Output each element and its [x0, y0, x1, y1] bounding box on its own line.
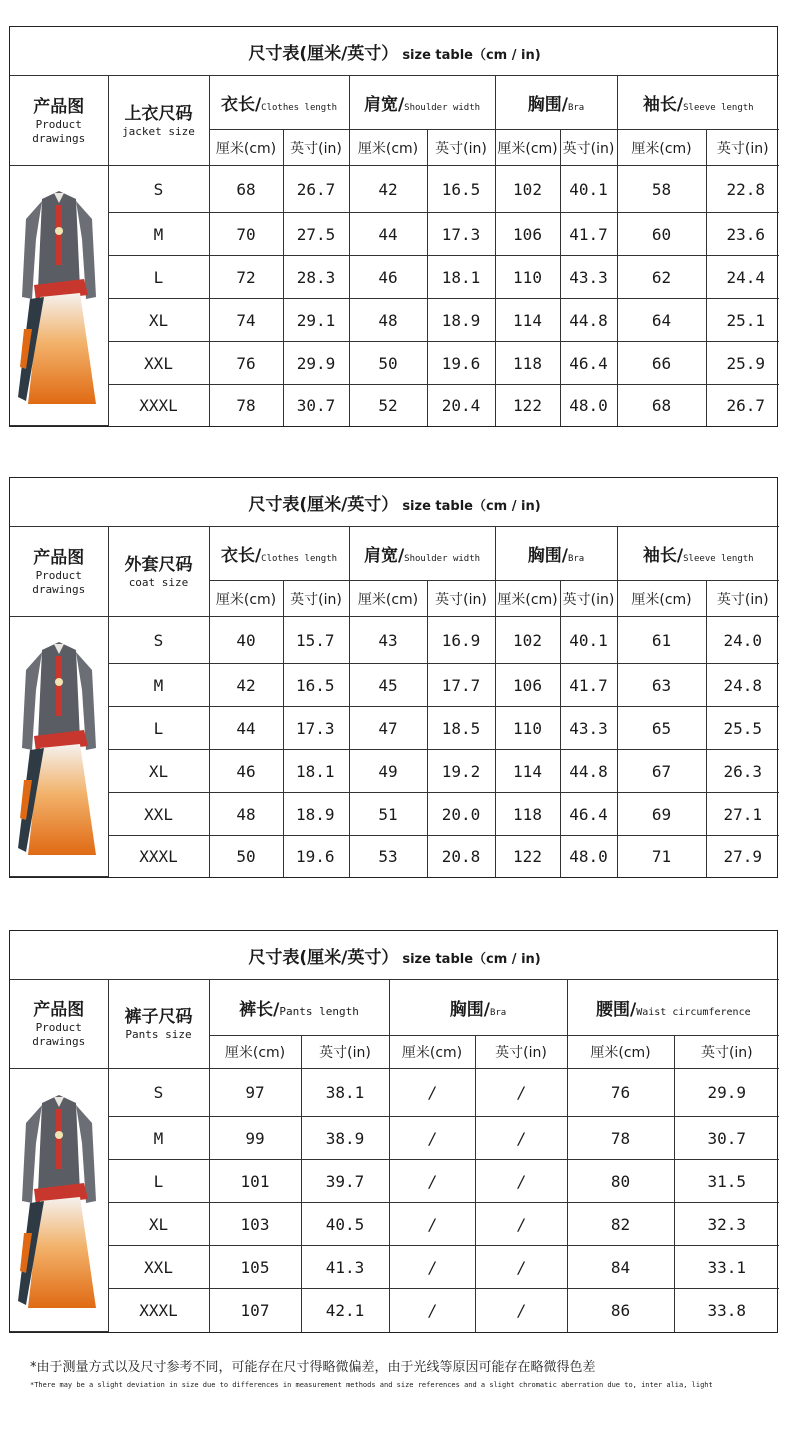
dress-illustration-icon: [14, 179, 104, 409]
table-row: [10, 342, 779, 385]
value-cell: 51: [349, 793, 427, 836]
group-header-clothes-length: 衣长/Clothes length: [209, 76, 349, 130]
table-row: [10, 793, 779, 836]
table-row: [10, 1160, 779, 1203]
value-cell: 64: [617, 299, 706, 342]
value-cell: 25.1: [706, 299, 779, 342]
size-cell: L: [108, 1160, 209, 1203]
size-table-jacket: [9, 26, 778, 427]
unit-header: 英寸(in): [301, 1036, 389, 1069]
value-cell: 97: [209, 1069, 301, 1117]
value-cell: 18.9: [283, 793, 349, 836]
group-header-bra: 胸围/Bra: [495, 76, 617, 130]
value-cell: 47: [349, 707, 427, 750]
value-cell: 48.0: [560, 836, 617, 877]
group-header-sleeve-length: 袖长/Sleeve length: [617, 76, 779, 130]
value-cell: /: [389, 1160, 475, 1203]
value-cell: 42: [349, 166, 427, 213]
size-cell: XL: [108, 299, 209, 342]
group-header-waist: 腰围/Waist circumference: [567, 980, 779, 1036]
unit-header: 英寸(in): [706, 581, 779, 617]
value-cell: 103: [209, 1203, 301, 1246]
value-cell: 74: [209, 299, 283, 342]
value-cell: 70: [209, 213, 283, 256]
size-cell: M: [108, 213, 209, 256]
size-cell: XL: [108, 750, 209, 793]
unit-header: 厘米(cm): [495, 581, 560, 617]
value-cell: 114: [495, 299, 560, 342]
table-row: [10, 1117, 779, 1160]
unit-header: 厘米(cm): [349, 581, 427, 617]
value-cell: 99: [209, 1117, 301, 1160]
unit-header: 厘米(cm): [495, 130, 560, 166]
value-cell: /: [389, 1117, 475, 1160]
value-cell: 26.7: [706, 385, 779, 426]
size-cell: XXXL: [108, 836, 209, 877]
value-cell: 22.8: [706, 166, 779, 213]
value-cell: 40.5: [301, 1203, 389, 1246]
value-cell: 43: [349, 617, 427, 664]
value-cell: 16.5: [427, 166, 495, 213]
value-cell: 40.1: [560, 617, 617, 664]
unit-header: 英寸(in): [475, 1036, 567, 1069]
size-cell: M: [108, 664, 209, 707]
table-title: 尺寸表(厘米/英寸） size table（cm / in): [10, 931, 779, 980]
value-cell: /: [475, 1289, 567, 1332]
value-cell: 78: [209, 385, 283, 426]
size-cell: S: [108, 166, 209, 213]
value-cell: 53: [349, 836, 427, 877]
group-header-pants-length: 裤长/Pants length: [209, 980, 389, 1036]
value-cell: 110: [495, 707, 560, 750]
value-cell: 18.1: [427, 256, 495, 299]
value-cell: 50: [209, 836, 283, 877]
value-cell: 25.5: [706, 707, 779, 750]
value-cell: 72: [209, 256, 283, 299]
value-cell: 105: [209, 1246, 301, 1289]
size-cell: XL: [108, 1203, 209, 1246]
value-cell: 107: [209, 1289, 301, 1332]
value-cell: 42: [209, 664, 283, 707]
value-cell: 49: [349, 750, 427, 793]
value-cell: 61: [617, 617, 706, 664]
table-row: [10, 750, 779, 793]
value-cell: 41.7: [560, 213, 617, 256]
value-cell: 43.3: [560, 256, 617, 299]
value-cell: 19.6: [283, 836, 349, 877]
value-cell: 78: [567, 1117, 674, 1160]
value-cell: 30.7: [283, 385, 349, 426]
value-cell: 67: [617, 750, 706, 793]
value-cell: 25.9: [706, 342, 779, 385]
value-cell: 28.3: [283, 256, 349, 299]
value-cell: 33.8: [674, 1289, 779, 1332]
value-cell: 48: [349, 299, 427, 342]
size-cell: XXXL: [108, 385, 209, 426]
value-cell: 30.7: [674, 1117, 779, 1160]
value-cell: 31.5: [674, 1160, 779, 1203]
value-cell: 32.3: [674, 1203, 779, 1246]
value-cell: 68: [209, 166, 283, 213]
size-header: 上衣尺码 jacket size: [108, 76, 209, 166]
unit-header: 英寸(in): [560, 130, 617, 166]
size-cell: XXL: [108, 793, 209, 836]
value-cell: 38.1: [301, 1069, 389, 1117]
size-header: 外套尺码 coat size: [108, 527, 209, 617]
table-row: [10, 213, 779, 256]
value-cell: 58: [617, 166, 706, 213]
value-cell: 46.4: [560, 342, 617, 385]
value-cell: 24.4: [706, 256, 779, 299]
unit-header: 厘米(cm): [389, 1036, 475, 1069]
value-cell: 24.8: [706, 664, 779, 707]
product-header: 产品图 Product drawings: [10, 527, 108, 617]
table-row: [10, 385, 779, 426]
table-row: [10, 836, 779, 877]
unit-header: 厘米(cm): [349, 130, 427, 166]
value-cell: 86: [567, 1289, 674, 1332]
unit-header: 英寸(in): [283, 581, 349, 617]
value-cell: 18.5: [427, 707, 495, 750]
table-row: [10, 166, 779, 213]
value-cell: 63: [617, 664, 706, 707]
unit-header: 英寸(in): [427, 581, 495, 617]
size-header: 裤子尺码 Pants size: [108, 980, 209, 1069]
value-cell: 122: [495, 385, 560, 426]
table-row: [10, 617, 779, 664]
value-cell: 27.1: [706, 793, 779, 836]
value-cell: 29.1: [283, 299, 349, 342]
value-cell: 82: [567, 1203, 674, 1246]
value-cell: /: [475, 1069, 567, 1117]
value-cell: 44.8: [560, 299, 617, 342]
value-cell: 62: [617, 256, 706, 299]
value-cell: 101: [209, 1160, 301, 1203]
value-cell: 40.1: [560, 166, 617, 213]
dress-illustration-icon: [14, 1083, 104, 1313]
value-cell: 17.3: [427, 213, 495, 256]
value-cell: 16.5: [283, 664, 349, 707]
value-cell: 80: [567, 1160, 674, 1203]
value-cell: 106: [495, 213, 560, 256]
value-cell: 52: [349, 385, 427, 426]
table-row: [10, 256, 779, 299]
value-cell: 114: [495, 750, 560, 793]
group-header-bra: 胸围/Bra: [389, 980, 567, 1036]
value-cell: 102: [495, 617, 560, 664]
value-cell: 44.8: [560, 750, 617, 793]
value-cell: /: [475, 1246, 567, 1289]
value-cell: /: [389, 1246, 475, 1289]
group-header-shoulder-width: 肩宽/Shoulder width: [349, 527, 495, 581]
table-row: [10, 1203, 779, 1246]
unit-header: 英寸(in): [674, 1036, 779, 1069]
product-header: 产品图 Product drawings: [10, 980, 108, 1069]
value-cell: 15.7: [283, 617, 349, 664]
value-cell: 26.7: [283, 166, 349, 213]
value-cell: 44: [349, 213, 427, 256]
value-cell: 46: [209, 750, 283, 793]
size-cell: XXL: [108, 342, 209, 385]
value-cell: 42.1: [301, 1289, 389, 1332]
value-cell: 38.9: [301, 1117, 389, 1160]
dress-illustration-icon: [14, 630, 104, 860]
product-image: [10, 1069, 108, 1332]
value-cell: 41.3: [301, 1246, 389, 1289]
unit-header: 厘米(cm): [209, 581, 283, 617]
value-cell: 39.7: [301, 1160, 389, 1203]
value-cell: 76: [209, 342, 283, 385]
product-image: [10, 617, 108, 877]
size-cell: S: [108, 1069, 209, 1117]
size-cell: XXXL: [108, 1289, 209, 1332]
unit-header: 英寸(in): [427, 130, 495, 166]
size-table-pants: [9, 930, 778, 1333]
value-cell: 118: [495, 342, 560, 385]
value-cell: 66: [617, 342, 706, 385]
value-cell: 33.1: [674, 1246, 779, 1289]
value-cell: 68: [617, 385, 706, 426]
unit-header: 英寸(in): [283, 130, 349, 166]
table-title: 尺寸表(厘米/英寸） size table（cm / in): [10, 478, 779, 527]
group-header-shoulder-width: 肩宽/Shoulder width: [349, 76, 495, 130]
value-cell: 27.9: [706, 836, 779, 877]
value-cell: /: [389, 1289, 475, 1332]
value-cell: 43.3: [560, 707, 617, 750]
value-cell: 40: [209, 617, 283, 664]
footnote-en: *There may be a slight deviation in size due to differences in measurement methods and size references and a slight chromatic aberration due to, inter alia, light: [30, 1381, 713, 1389]
value-cell: 76: [567, 1069, 674, 1117]
table-row: [10, 1069, 779, 1117]
value-cell: 45: [349, 664, 427, 707]
value-cell: 71: [617, 836, 706, 877]
group-header-sleeve-length: 袖长/Sleeve length: [617, 527, 779, 581]
value-cell: 48: [209, 793, 283, 836]
value-cell: 18.1: [283, 750, 349, 793]
value-cell: /: [475, 1160, 567, 1203]
size-cell: M: [108, 1117, 209, 1160]
unit-header: 厘米(cm): [567, 1036, 674, 1069]
value-cell: 24.0: [706, 617, 779, 664]
table-row: [10, 1289, 779, 1332]
value-cell: 60: [617, 213, 706, 256]
table-title: 尺寸表(厘米/英寸） size table（cm / in): [10, 27, 779, 76]
group-header-bra: 胸围/Bra: [495, 527, 617, 581]
value-cell: 20.4: [427, 385, 495, 426]
value-cell: 50: [349, 342, 427, 385]
value-cell: 122: [495, 836, 560, 877]
value-cell: /: [475, 1203, 567, 1246]
size-table-coat: [9, 477, 778, 878]
value-cell: 41.7: [560, 664, 617, 707]
value-cell: 27.5: [283, 213, 349, 256]
group-header-clothes-length: 衣长/Clothes length: [209, 527, 349, 581]
value-cell: 106: [495, 664, 560, 707]
product-image: [10, 166, 108, 426]
table-row: [10, 299, 779, 342]
value-cell: 84: [567, 1246, 674, 1289]
value-cell: 102: [495, 166, 560, 213]
value-cell: /: [475, 1117, 567, 1160]
size-cell: L: [108, 707, 209, 750]
value-cell: 17.3: [283, 707, 349, 750]
value-cell: 26.3: [706, 750, 779, 793]
unit-header: 厘米(cm): [209, 1036, 301, 1069]
value-cell: 48.0: [560, 385, 617, 426]
unit-header: 英寸(in): [560, 581, 617, 617]
value-cell: 19.2: [427, 750, 495, 793]
table-row: [10, 664, 779, 707]
size-cell: S: [108, 617, 209, 664]
value-cell: /: [389, 1069, 475, 1117]
unit-header: 英寸(in): [706, 130, 779, 166]
footnote-cn: *由于测量方式以及尺寸参考不同，可能存在尺寸得略微偏差，由于光线等原因可能存在略微得色差: [30, 1360, 596, 1375]
value-cell: 118: [495, 793, 560, 836]
value-cell: 110: [495, 256, 560, 299]
value-cell: 46: [349, 256, 427, 299]
value-cell: 18.9: [427, 299, 495, 342]
size-cell: XXL: [108, 1246, 209, 1289]
value-cell: 20.0: [427, 793, 495, 836]
value-cell: 17.7: [427, 664, 495, 707]
value-cell: 19.6: [427, 342, 495, 385]
unit-header: 厘米(cm): [617, 130, 706, 166]
value-cell: 29.9: [283, 342, 349, 385]
value-cell: 69: [617, 793, 706, 836]
table-row: [10, 1246, 779, 1289]
value-cell: 65: [617, 707, 706, 750]
unit-header: 厘米(cm): [209, 130, 283, 166]
value-cell: 44: [209, 707, 283, 750]
value-cell: 23.6: [706, 213, 779, 256]
unit-header: 厘米(cm): [617, 581, 706, 617]
value-cell: 46.4: [560, 793, 617, 836]
product-header: 产品图 Product drawings: [10, 76, 108, 166]
size-cell: L: [108, 256, 209, 299]
value-cell: 20.8: [427, 836, 495, 877]
value-cell: 29.9: [674, 1069, 779, 1117]
value-cell: /: [389, 1203, 475, 1246]
value-cell: 16.9: [427, 617, 495, 664]
table-row: [10, 707, 779, 750]
